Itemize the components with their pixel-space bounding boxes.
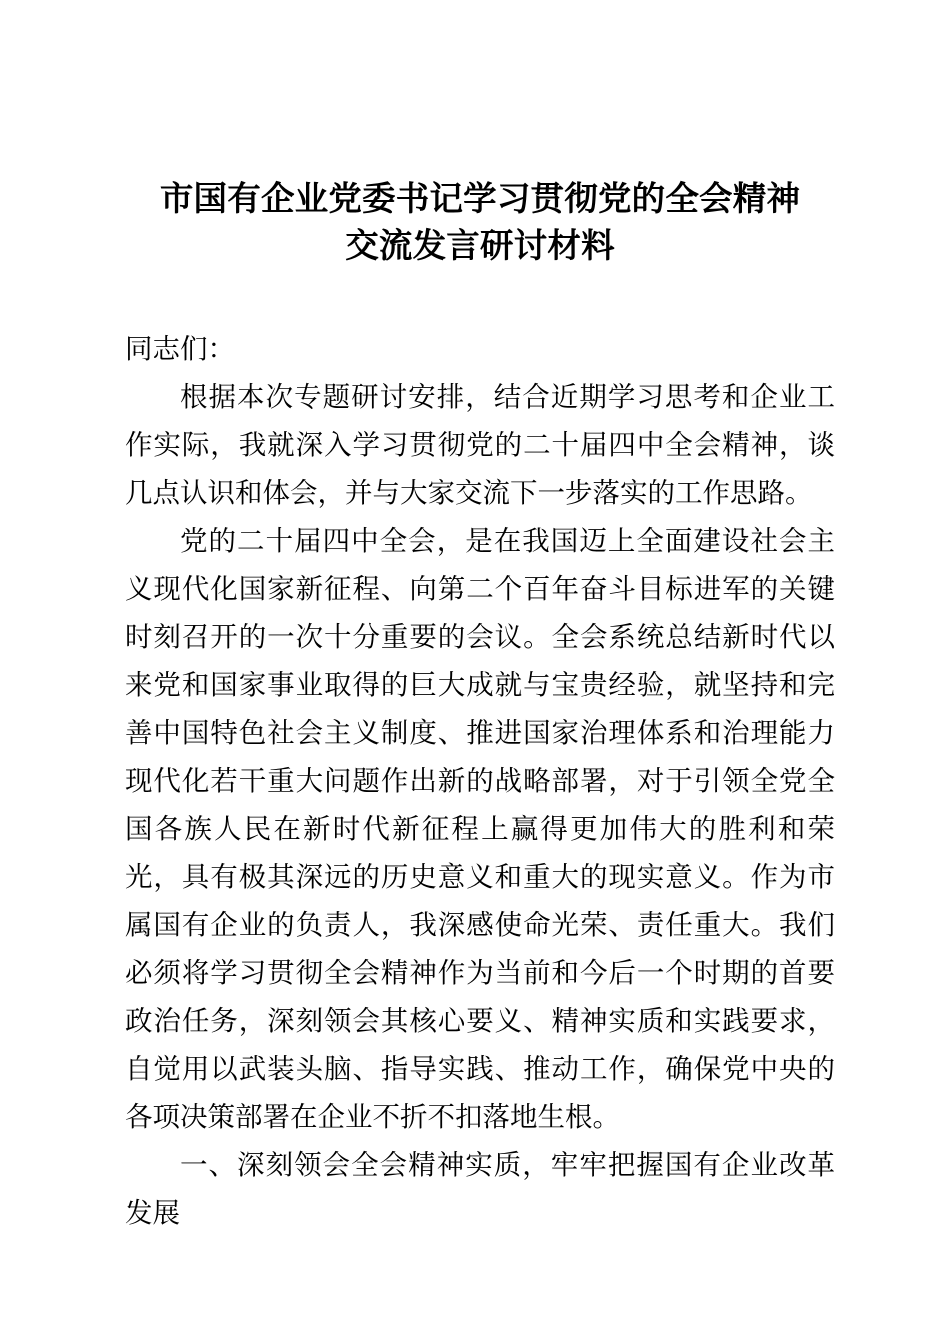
document-body xyxy=(125,0,835,1237)
salutation: 同志们： xyxy=(125,333,235,364)
body-paragraph-2: 党的二十届四中全会，是在我国迈上全面建设社会主义现代化国家新征程、向第二个百年奋斗目标进军的关键时刻召开的一次十分重要的会议。全会系统总结新时代以来党和国家事业取得的巨大成就与宝贵经验，就坚持和完善中国特色社会主义制度、推进国家治理体系和治理能力现代化若干重大问题作出新的战略部署，对于引领全党全国各族人民在新时代新征程上赢得更加伟大的胜利和荣光，具有极其深远的历史意义和重大的现实意义。作为市属国有企业的负责人，我深感使命光荣、责任重大。我们必须将学习贯彻全会精神作为当前和今后一个时期的首要政治任务，深刻领会其核心要义、精神实质和实践要求，自觉用以武装头脑、指导实践、推动工作，确保党中央的各项决策部署在企业不折不扣落地生根。 xyxy=(125,525,835,1132)
page-title xyxy=(125,0,835,270)
body-paragraph-1: 根据本次专题研讨安排，结合近期学习思考和企业工作实际，我就深入学习贯彻党的二十届四中全会精神，谈几点认识和体会，并与大家交流下一步落实的工作思路。 xyxy=(125,381,835,508)
title-line-1: 市国有企业党委书记学习贯彻党的全会精神 xyxy=(159,181,801,218)
section-heading-1: 一、深刻领会全会精神实质，牢牢把握国有企业改革发展 xyxy=(125,1149,835,1228)
title-line-2: 交流发言研讨材料 xyxy=(345,228,615,265)
